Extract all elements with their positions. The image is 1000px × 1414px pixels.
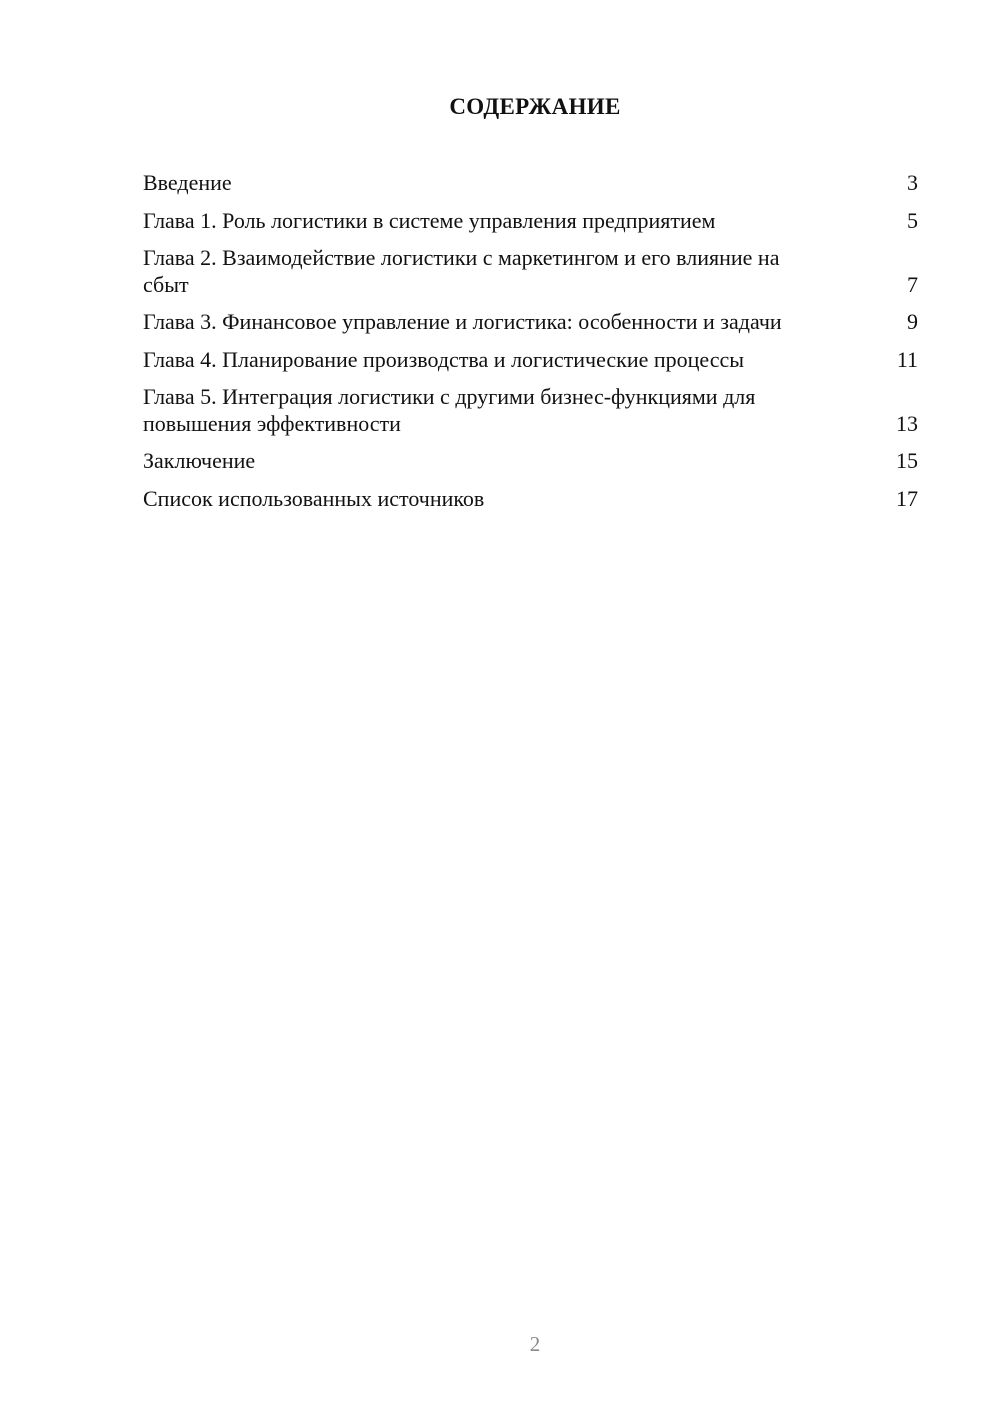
toc-entry-references [143,486,918,513]
toc-entry-chapter-3 [143,309,918,336]
toc-entry-page: 13 [896,410,918,436]
toc-entry-chapter-5 [143,384,918,437]
table-of-contents [143,170,918,523]
page-number: 2 [529,1332,541,1356]
toc-entry-title: Введение [143,170,232,195]
toc-entry-title: Глава 2. Взаимодействие логистики с маркетингом и его влияние на сбыт [143,245,780,297]
toc-entry-title: Глава 3. Финансовое управление и логистика: особенности и задачи [143,309,782,334]
toc-entry-page: 5 [907,207,918,233]
toc-entry-chapter-1 [143,208,918,235]
toc-entry-page: 9 [907,309,918,334]
toc-entry-title: Глава 4. Планирование производства и логистические процессы [143,346,745,372]
toc-entry-conclusion [143,448,918,475]
toc-entry-title: Заключение [143,448,256,473]
toc-entry-chapter-4 [143,347,918,374]
toc-entry-page: 15 [896,448,918,473]
toc-entry-title: Глава 5. Интеграция логистики с другими бизнес-функциями для повышения эффективности [143,384,756,436]
toc-entry-chapter-2 [143,245,918,298]
toc-entry-page: 3 [907,170,918,195]
toc-entry-title: Глава 1. Роль логистики в системе управления предприятием [143,207,716,233]
toc-entry-page: 11 [896,346,918,372]
toc-entry-title: Список использованных источников [143,485,485,511]
toc-entry-page: 7 [907,271,918,297]
toc-entry-introduction [143,170,918,197]
toc-entry-page: 17 [896,485,918,511]
page-title: СОДЕРЖАНИЕ [449,94,621,119]
